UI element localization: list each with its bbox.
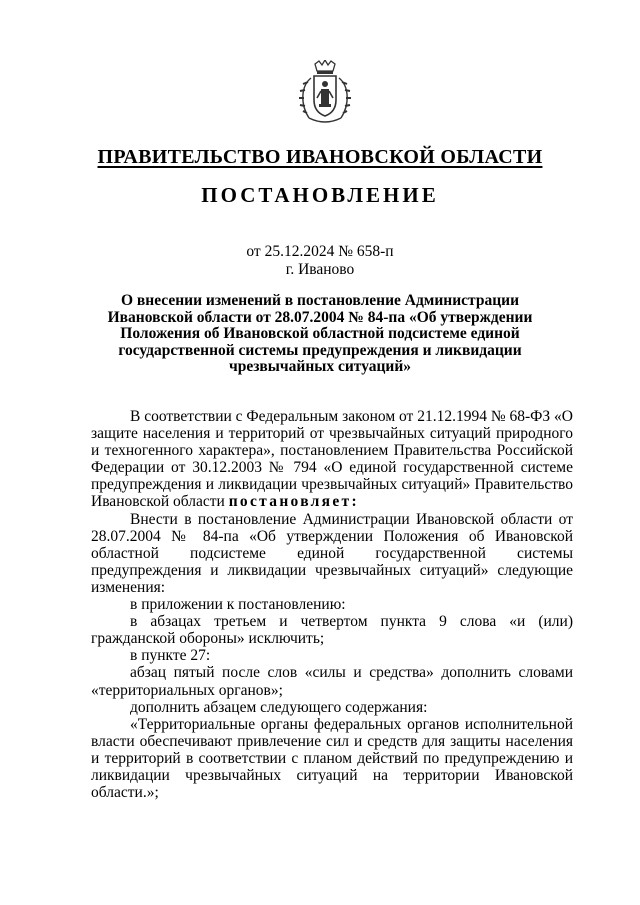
document-subject bbox=[100, 293, 540, 376]
paragraph: в приложении к постановлению: bbox=[130, 596, 346, 614]
decree-word: постановляет: bbox=[228, 493, 359, 511]
government-title bbox=[0, 146, 640, 169]
paragraph-preamble bbox=[91, 408, 573, 511]
paragraph: в абзацах третьем и четвертом пункта 9 слова «и (или) гражданской обороны» исключить; bbox=[91, 613, 573, 648]
subject-line: Положения об Ивановской областной подсистеме единой bbox=[120, 325, 520, 342]
city: г. Иваново bbox=[285, 261, 355, 278]
government-title-text: ПРАВИТЕЛЬСТВО ИВАНОВСКОЙ ОБЛАСТИ bbox=[97, 146, 543, 168]
document-meta bbox=[0, 243, 640, 279]
document-type: ПОСТАНОВЛЕНИЕ bbox=[201, 183, 439, 207]
paragraph: дополнить абзацем следующего содержания: bbox=[130, 698, 428, 716]
subject-line: Ивановской области от 28.07.2004 № 84-па «Об утверждении bbox=[107, 308, 533, 326]
paragraph: в пункте 27: bbox=[130, 647, 211, 665]
subject-line: О внесении изменений в постановление Администрации bbox=[120, 292, 519, 309]
paragraph: «Территориальные органы федеральных органов исполнительной власти обеспечивают привлечение сил и средств для защиты населения и территорий в соответствии с планом действий по предупреждению и ликвидации чрезвычайных ситуаций на территории Ивановской области.»; bbox=[91, 715, 573, 802]
coat-of-arms-icon bbox=[297, 60, 353, 128]
subject-line: государственной системы предупреждения и ликвидации bbox=[118, 341, 522, 359]
preamble-text: В соответствии с Федеральным законом от 21.12.1994 № 68-ФЗ «О защите населения и территорий от чрезвычайных ситуаций природного и техногенного характера», постановлением Правительства Российской Федерации от 30.12.2003 № 794 «О единой государственной системе предупреждения и ликвидации чрезвычайных ситуаций» Правительство Ивановской области bbox=[91, 408, 573, 511]
subject-line: чрезвычайных ситуаций» bbox=[228, 358, 412, 375]
paragraph: абзац пятый после слов «силы и средства» дополнить словами «территориальных органов»; bbox=[91, 664, 573, 699]
document-body bbox=[91, 408, 573, 801]
date-number: от 25.12.2024 № 658-п bbox=[246, 243, 394, 260]
paragraph: Внести в постановление Администрации Ивановской области от 28.07.2004 № 84-па «Об утверждении Положения об Ивановской областной подсистеме единой государственной системы предупреждения и ликвидации чрезвычайных ситуаций» следующие изменения: bbox=[91, 510, 573, 596]
